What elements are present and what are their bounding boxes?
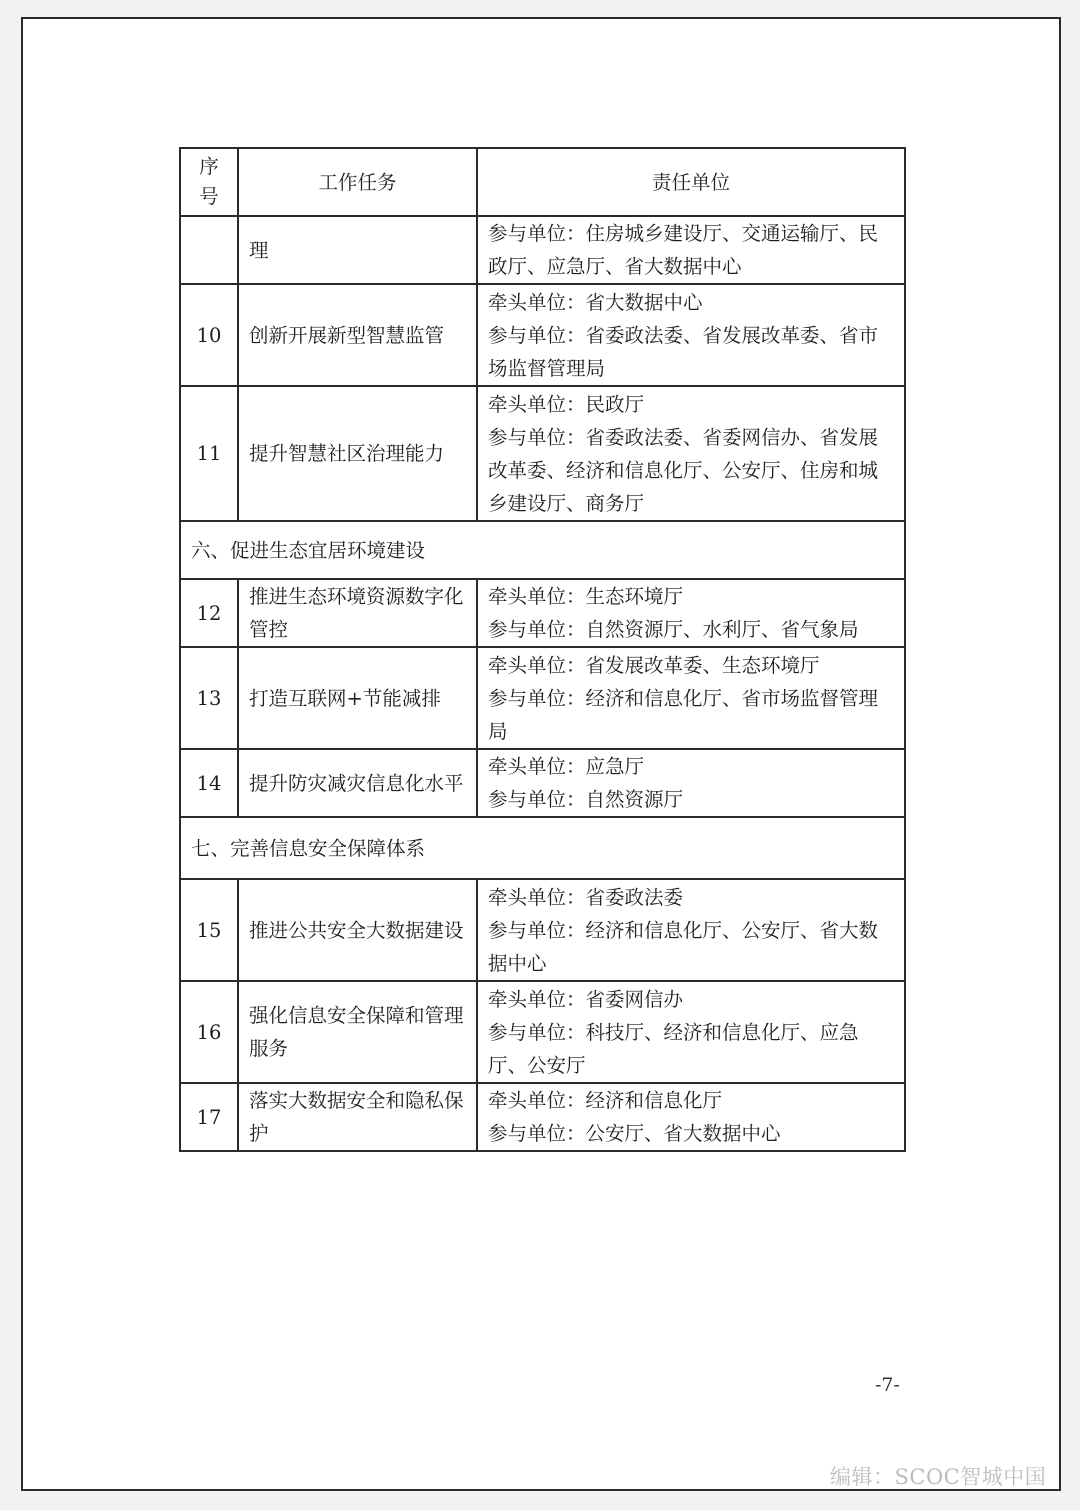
row-responsible-units <box>477 1083 905 1151</box>
unit-line: 牵头单位：省委网信办 <box>488 987 684 1011</box>
row-responsible-units <box>477 879 905 981</box>
row-task: 推进公共安全大数据建设 <box>238 879 477 981</box>
table-row <box>180 981 905 1083</box>
row-responsible-units <box>477 749 905 817</box>
section-row <box>180 817 905 879</box>
unit-line: 牵头单位：省发展改革委、生态环境厅 <box>488 653 820 677</box>
row-task: 理 <box>238 216 477 284</box>
unit-line: 牵头单位：经济和信息化厅 <box>488 1089 723 1112</box>
row-seq: 10 <box>180 284 238 386</box>
table-row <box>180 1083 905 1151</box>
row-seq: 14 <box>180 749 238 817</box>
row-responsible-units <box>477 579 905 647</box>
table-row <box>180 749 905 817</box>
unit-line: 参与单位：公安厅、省大数据中心 <box>488 1122 781 1145</box>
row-task: 创新开展新型智慧监管 <box>238 284 477 386</box>
table-row <box>180 216 905 284</box>
row-task: 提升防灾减灾信息化水平 <box>238 749 477 817</box>
unit-line: 牵头单位：省大数据中心 <box>488 290 703 314</box>
row-responsible-units <box>477 386 905 521</box>
row-responsible-units <box>477 647 905 749</box>
unit-line: 参与单位：省委政法委、省委网信办、省发展改革委、经济和信息化厅、公安厅、住房和城乡建设厅、商务厅 <box>488 425 879 515</box>
section-title: 七、完善信息安全保障体系 <box>180 817 905 879</box>
table-row <box>180 879 905 981</box>
row-task: 打造互联网+节能减排 <box>238 647 477 749</box>
row-task: 推进生态环境资源数字化管控 <box>238 579 477 647</box>
unit-line: 牵头单位：生态环境厅 <box>488 585 684 608</box>
table-header-row <box>180 148 905 216</box>
row-seq: 13 <box>180 647 238 749</box>
row-task: 强化信息安全保障和管理服务 <box>238 981 477 1083</box>
unit-line: 参与单位：科技厅、经济和信息化厅、应急厅、公安厅 <box>488 1020 859 1077</box>
row-seq: 12 <box>180 579 238 647</box>
section-row <box>180 521 905 579</box>
header-unit: 责任单位 <box>477 148 905 216</box>
unit-line: 参与单位：自然资源厅 <box>488 788 684 811</box>
row-seq <box>180 216 238 284</box>
unit-line: 牵头单位：应急厅 <box>488 755 645 778</box>
header-seq: 序号 <box>180 148 238 216</box>
unit-line: 参与单位：经济和信息化厅、公安厅、省大数据中心 <box>488 918 879 975</box>
table-body <box>180 216 905 1151</box>
row-responsible-units <box>477 981 905 1083</box>
row-seq: 11 <box>180 386 238 521</box>
watermark: 编辑：SCOC智城中国 <box>830 1465 1047 1489</box>
unit-line: 参与单位：住房城乡建设厅、交通运输厅、民政厅、应急厅、省大数据中心 <box>488 222 879 278</box>
row-seq: 17 <box>180 1083 238 1151</box>
row-responsible-units <box>477 284 905 386</box>
unit-line: 牵头单位：省委政法委 <box>488 885 684 909</box>
row-task: 提升智慧社区治理能力 <box>238 386 477 521</box>
page-number: -7- <box>875 1374 900 1396</box>
unit-line: 牵头单位：民政厅 <box>488 392 645 416</box>
document-page <box>21 17 1061 1491</box>
row-task: 落实大数据安全和隐私保护 <box>238 1083 477 1151</box>
table-row <box>180 647 905 749</box>
row-seq: 16 <box>180 981 238 1083</box>
task-table <box>179 147 906 1152</box>
unit-line: 参与单位：经济和信息化厅、省市场监督管理局 <box>488 686 879 743</box>
header-task: 工作任务 <box>238 148 477 216</box>
table-row <box>180 284 905 386</box>
section-title: 六、促进生态宜居环境建设 <box>180 521 905 579</box>
row-responsible-units <box>477 216 905 284</box>
row-seq: 15 <box>180 879 238 981</box>
unit-line: 参与单位：省委政法委、省发展改革委、省市场监督管理局 <box>488 323 879 380</box>
table-row <box>180 579 905 647</box>
unit-line: 参与单位：自然资源厅、水利厅、省气象局 <box>488 618 859 641</box>
table-row <box>180 386 905 521</box>
